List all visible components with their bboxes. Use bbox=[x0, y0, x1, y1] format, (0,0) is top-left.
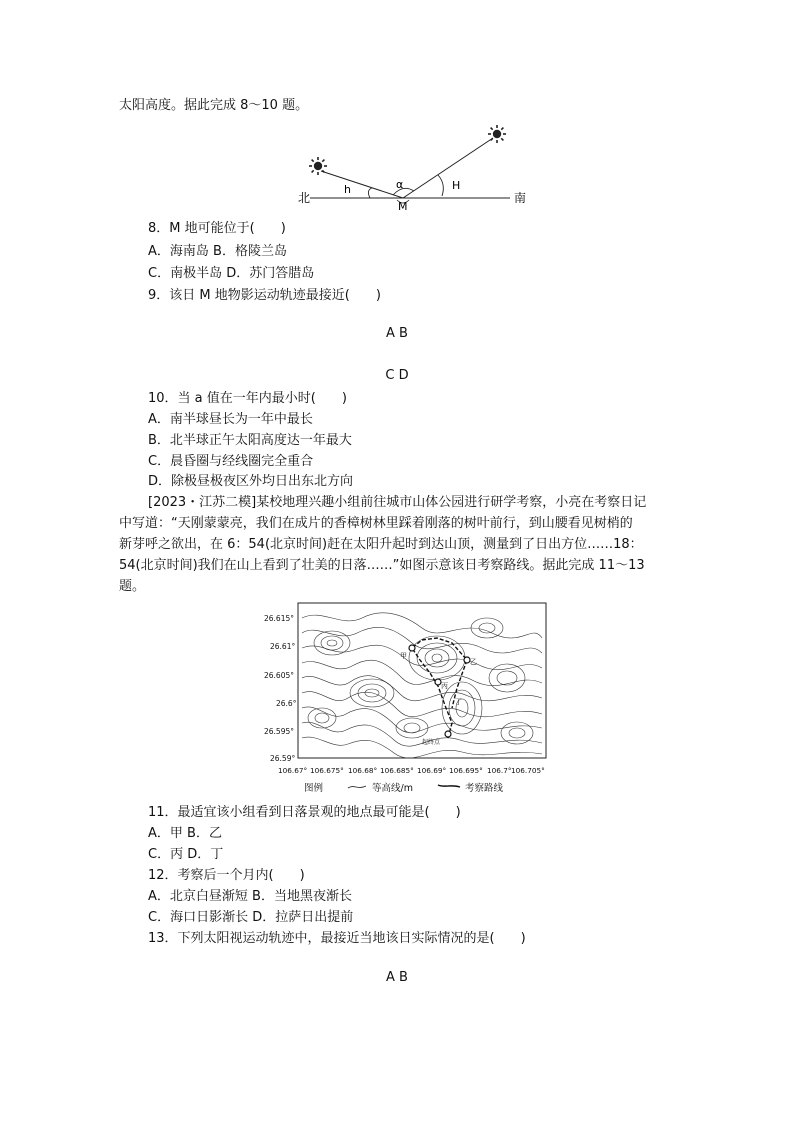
label-H: H bbox=[452, 179, 461, 192]
q9-image-labels-cd: C D bbox=[385, 368, 409, 383]
q8-options-ab: A．海南岛 B．格陵兰岛 bbox=[148, 244, 287, 259]
x-tick-5: 106.695° bbox=[449, 766, 483, 775]
site-start: 起终点 bbox=[422, 739, 441, 746]
q10-option-d: D．除极昼极夜区外均日出东北方向 bbox=[148, 474, 354, 489]
sun-icon-left bbox=[309, 157, 327, 175]
q10-option-c: C．晨昏圈与经线圈完全重合 bbox=[148, 454, 314, 469]
q10-option-b: B．北半球正午太阳高度达一年最大 bbox=[148, 433, 352, 448]
label-north: 北 bbox=[298, 191, 311, 205]
legend-route-symbol bbox=[438, 785, 460, 787]
x-tick-0: 106.67° bbox=[278, 766, 308, 775]
q8-options-cd: C．南极半岛 D．苏门答腊岛 bbox=[148, 266, 315, 281]
q9-stem: 9．该日 M 地物影运动轨迹最接近( ) bbox=[148, 288, 381, 303]
x-tick-3: 106.685° bbox=[380, 766, 414, 775]
passage-line-2: 中写道：“天刚蒙蒙亮，我们在成片的香樟树林里踩着刚落的树叶前行，到山腰看见树梢的 bbox=[119, 516, 633, 531]
site-ding: 丁 bbox=[455, 698, 462, 706]
q13-stem: 13．下列太阳视运动轨迹中，最接近当地该日实际情况的是( ) bbox=[148, 931, 526, 946]
q11-options-ab: A．甲 B．乙 bbox=[148, 826, 222, 841]
q11-options-cd: C．丙 D．丁 bbox=[148, 847, 224, 862]
q12-options-cd: C．海口日影渐长 D．拉萨日出提前 bbox=[148, 910, 354, 925]
x-tick-6: 106.7° bbox=[487, 766, 512, 775]
q11-stem: 11．最适宜该小组看到日落景观的地点最可能是( ) bbox=[148, 805, 461, 820]
passage-line-3: 新芽呼之欲出，在 6：54(北京时间)赶在太阳升起时到达山顶，测量到了日出方位……18： bbox=[119, 537, 643, 552]
q9-image-labels-ab: A B bbox=[386, 326, 408, 341]
y-tick-1: 26.61° bbox=[270, 642, 296, 651]
legend-route-label: 考察路线 bbox=[465, 783, 504, 794]
x-tick-4: 106.69° bbox=[417, 766, 447, 775]
passage-line-5: 题。 bbox=[119, 579, 146, 594]
label-h: h bbox=[344, 183, 351, 196]
q10-option-a: A．南半球昼长为一年中最长 bbox=[148, 412, 313, 427]
sun-altitude-diagram bbox=[290, 118, 540, 213]
q10-stem: 10．当 a 值在一年内最小时( ) bbox=[148, 391, 347, 406]
x-tick-7: 106.705° bbox=[511, 766, 545, 775]
x-tick-1: 106.675° bbox=[310, 766, 344, 775]
legend-contour-symbol bbox=[348, 786, 366, 788]
y-tick-3: 26.6° bbox=[276, 699, 297, 708]
label-south: 南 bbox=[514, 191, 527, 205]
intro-text: 太阳高度。据此完成 8～10 题。 bbox=[119, 98, 309, 113]
y-tick-0: 26.615° bbox=[264, 614, 294, 623]
q12-stem: 12．考察后一个月内( ) bbox=[148, 868, 305, 883]
y-tick-5: 26.59° bbox=[270, 754, 296, 763]
passage-line-1: [2023・江苏二模]某校地理兴趣小组前往城市山体公园进行研学考察，小亮在考察日记 bbox=[148, 495, 647, 510]
label-alpha: α bbox=[396, 178, 404, 191]
site-bing: 丙 bbox=[441, 682, 448, 690]
sun-icon-right bbox=[488, 125, 506, 143]
q8-stem: 8．M 地可能位于( ) bbox=[148, 221, 286, 236]
label-M: M bbox=[398, 200, 408, 213]
topographic-map bbox=[262, 598, 552, 798]
legend-title: 图例 bbox=[304, 783, 324, 794]
y-tick-4: 26.595° bbox=[264, 727, 294, 736]
site-jia: 甲 bbox=[400, 652, 407, 660]
q13-image-labels-ab: A B bbox=[386, 970, 408, 985]
legend-contour-label: 等高线/m bbox=[372, 783, 413, 794]
y-tick-2: 26.605° bbox=[264, 671, 294, 680]
x-tick-2: 106.68° bbox=[348, 766, 378, 775]
site-yi: 乙 bbox=[470, 658, 477, 666]
q12-options-ab: A．北京白昼渐短 B．当地黑夜渐长 bbox=[148, 889, 352, 904]
passage-line-4: 54(北京时间)我们在山上看到了壮美的日落……”如图示意该日考察路线。据此完成 11～13 bbox=[119, 558, 645, 573]
